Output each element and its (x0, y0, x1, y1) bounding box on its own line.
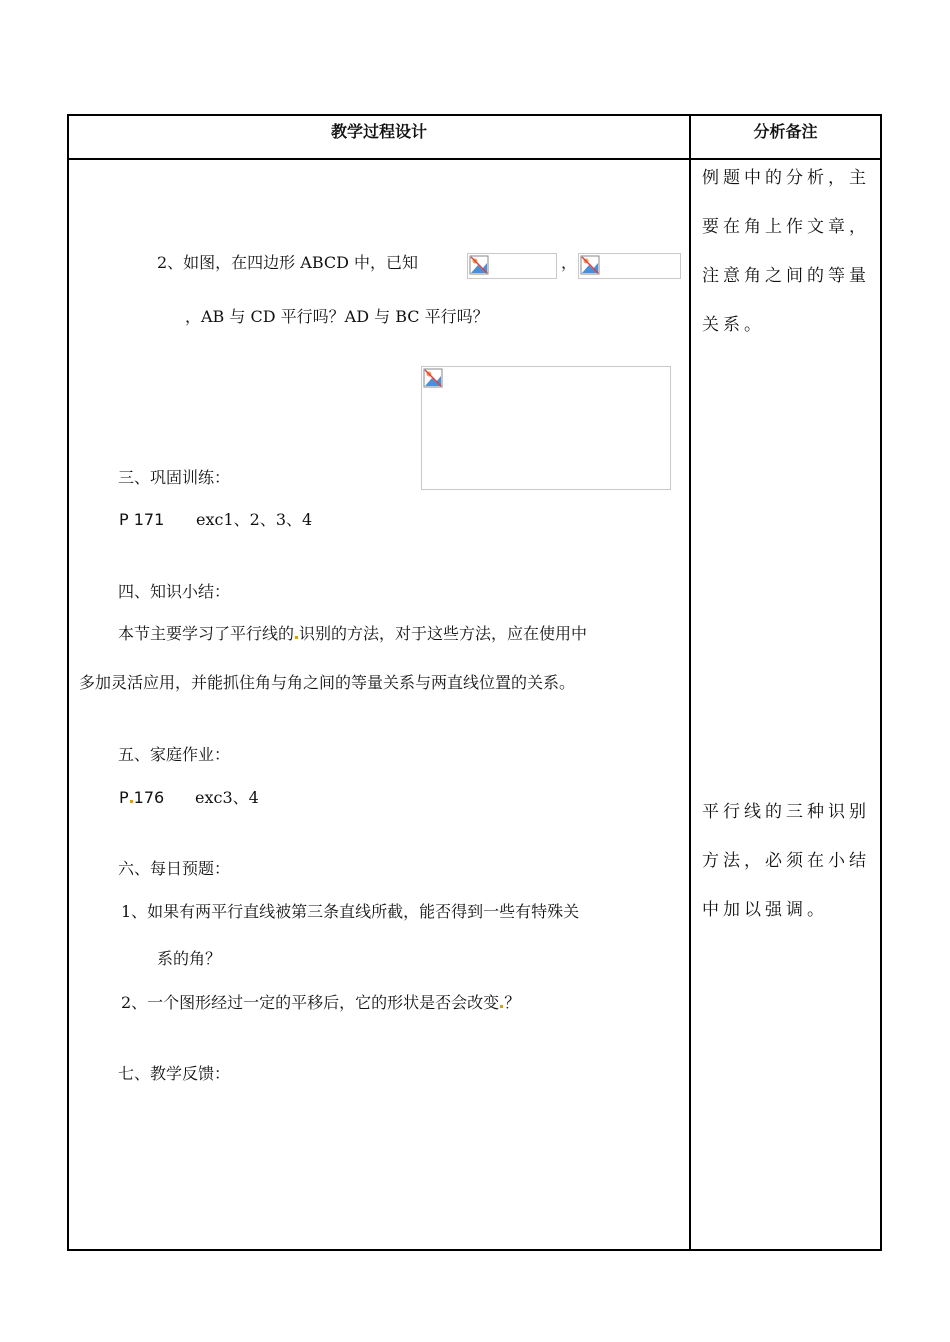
broken-image-icon (469, 255, 489, 275)
formula-image-2 (578, 253, 681, 279)
section-6-question-2: 2、一个图形经过一定的平移后，它的形状是否会改变 ？ (121, 993, 521, 1012)
section-6-question-1: 1、如果有两平行直线被第三条直线所截，能否得到一些有特殊关 (121, 902, 580, 921)
note-2-line-3: 中加以强调。 (702, 900, 828, 920)
note-1-line-4: 关系。 (702, 315, 765, 335)
note-2-line-1: 平行线的三种识别 (702, 802, 870, 822)
note-2-line-2: 方法，必须在小结 (702, 851, 870, 871)
section-5-page: P 176 (119, 788, 165, 807)
revision-mark (130, 800, 133, 803)
section-3-heading: 三、巩固训练： (118, 468, 231, 487)
note-1-line-1: 例题中的分析，主 (702, 168, 870, 188)
formula-image-1 (467, 253, 557, 279)
revision-mark (500, 1005, 503, 1008)
section-4-summary-line-2: 多加灵活应用，并能抓住角与角之间的等量关系与两直线位置的关系。 (79, 673, 576, 692)
question-2-text: 2、如图，在四边形 ABCD 中，已知 (157, 253, 419, 272)
column-header-analysis-notes: 分析备注 (753, 122, 818, 141)
question-2-continuation: ，AB 与 CD 平行吗？AD 与 BC 平行吗？ (185, 307, 489, 326)
revision-mark (295, 636, 298, 639)
broken-image-icon (423, 368, 443, 388)
quadrilateral-figure-image (421, 366, 671, 490)
section-4-summary-line-1: 本节主要学习了平行线的 识别的方法，对于这些方法，应在使用中 (118, 624, 588, 643)
question-2-comma: ， (561, 253, 578, 272)
column-divider (689, 114, 691, 1251)
section-3-exercises: exc1、2、3、4 (196, 510, 313, 529)
note-1-line-3: 注意角之间的等量 (702, 266, 870, 286)
section-5-exercises: exc3、4 (195, 788, 259, 807)
section-5-heading: 五、家庭作业： (118, 745, 231, 764)
section-4-heading: 四、知识小结： (118, 582, 231, 601)
section-6-heading: 六、每日预题： (118, 859, 231, 878)
section-3-page: P 171 (119, 510, 165, 529)
column-header-teaching-design: 教学过程设计 (330, 122, 427, 141)
broken-image-icon (580, 255, 600, 275)
section-7-heading: 七、教学反馈： (118, 1064, 231, 1083)
note-1-line-2: 要在角上作文章， (702, 217, 870, 237)
header-divider (67, 158, 882, 160)
section-6-question-1-continuation: 系的角？ (157, 949, 222, 968)
